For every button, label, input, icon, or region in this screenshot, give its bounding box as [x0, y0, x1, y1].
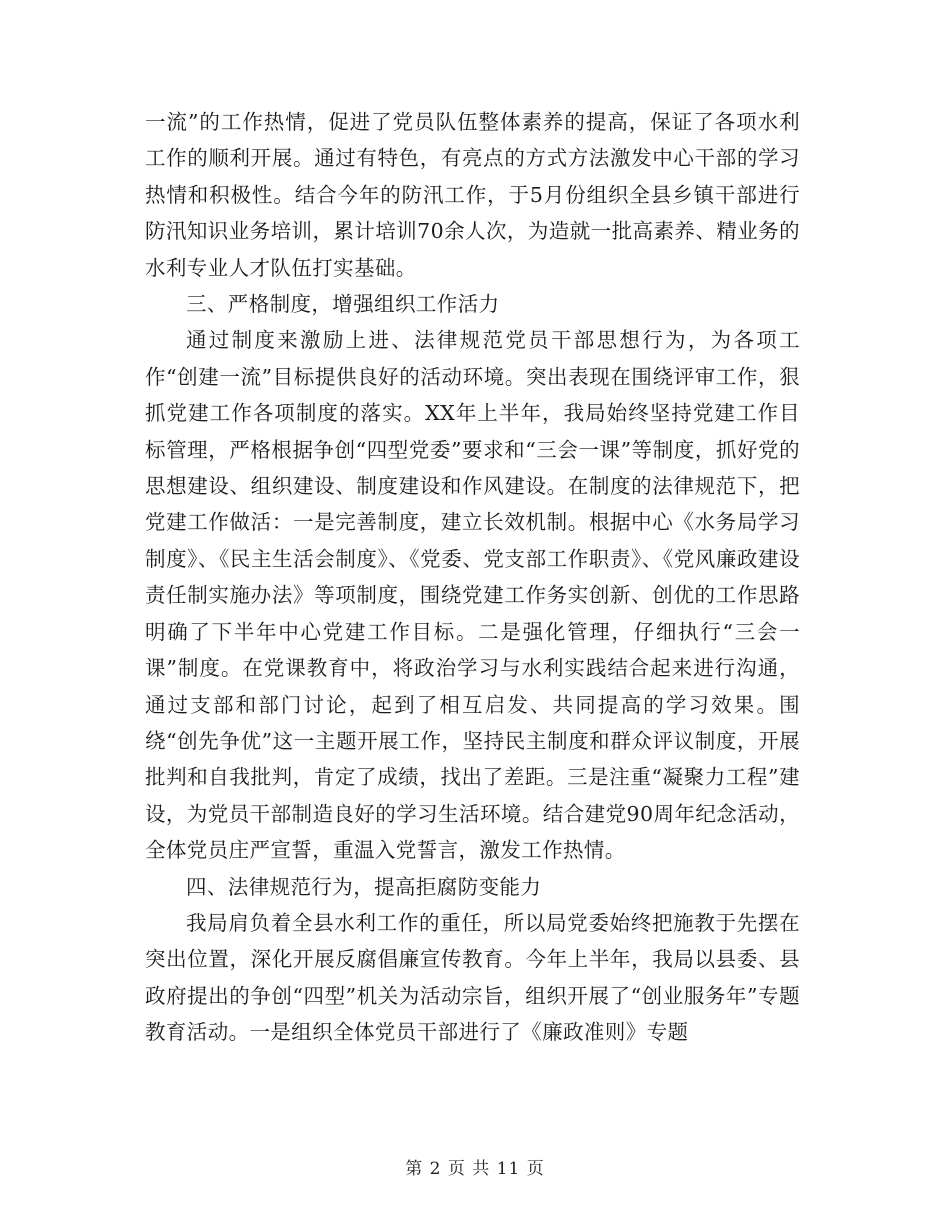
paragraph-intro-continued: 一流”的工作热情，促进了党员队伍整体素养的提高，保证了各项水利工作的顺利开展。通过有特色，有亮点的方式方法激发中心干部的学习热情和积极性。结合今年的防汛工作，于5月份组织全县乡镇干部进行防汛知识业务培训，累计培训70余人次，为造就一批高素养、精业务的水利专业人才队伍打实基础。 [145, 110, 800, 280]
section-heading-four: 四、法律规范行为，提高拒腐防变能力 [186, 874, 542, 899]
paragraph-section-four: 我局肩负着全县水利工作的重任，所以局党委始终把施教于先摆在突出位置，深化开展反腐倡廉宣传教育。今年上半年，我局以县委、县政府提出的争创“四型”机关为活动宗旨，组织开展了“创业服务年”专题教育活动。一是组织全体党员干部进行了《廉政准则》专题 [145, 910, 800, 1045]
paragraph-section-three: 通过制度来激励上进、法律规范党员干部思想行为，为各项工作“创建一流”目标提供良好的活动环境。突出表现在围绕评审工作，狠抓党建工作各项制度的落实。XX年上半年，我局始终坚持党建工作目标管理，严格根据争创“四型党委”要求和“三会一课”等制度，抓好党的思想建设、组织建设、制度建设和作风建设。在制度的法律规范下，把党建工作做活：一是完善制度，建立长效机制。根据中心《水务局学习制度》、《民主生活会制度》、《党委、党支部工作职责》、《党风廉政建设责任制实施办法》等项制度，围绕党建工作务实创新、创优的工作思路明确了下半年中心党建工作目标。二是强化管理，仔细执行“三会一课”制度。在党课教育中，将政治学习与水利实践结合起来进行沟通，通过支部和部门讨论，起到了相互启发、共同提高的学习效果。围绕“创先争优”这一主题开展工作，坚持民主制度和群众评议制度，开展批判和自我批判，肯定了成绩，找出了差距。三是注重“凝聚力工程”建设，为党员干部制造良好的学习生活环境。结合建党90周年纪念活动，全体党员庄严宣誓，重温入党誓言，激发工作热情。 [145, 328, 800, 863]
document-body [145, 104, 800, 1051]
section-heading-three: 三、严格制度，增强组织工作活力 [186, 292, 500, 317]
page-number-footer: 第 2 页 共 11 页 [405, 1159, 545, 1179]
